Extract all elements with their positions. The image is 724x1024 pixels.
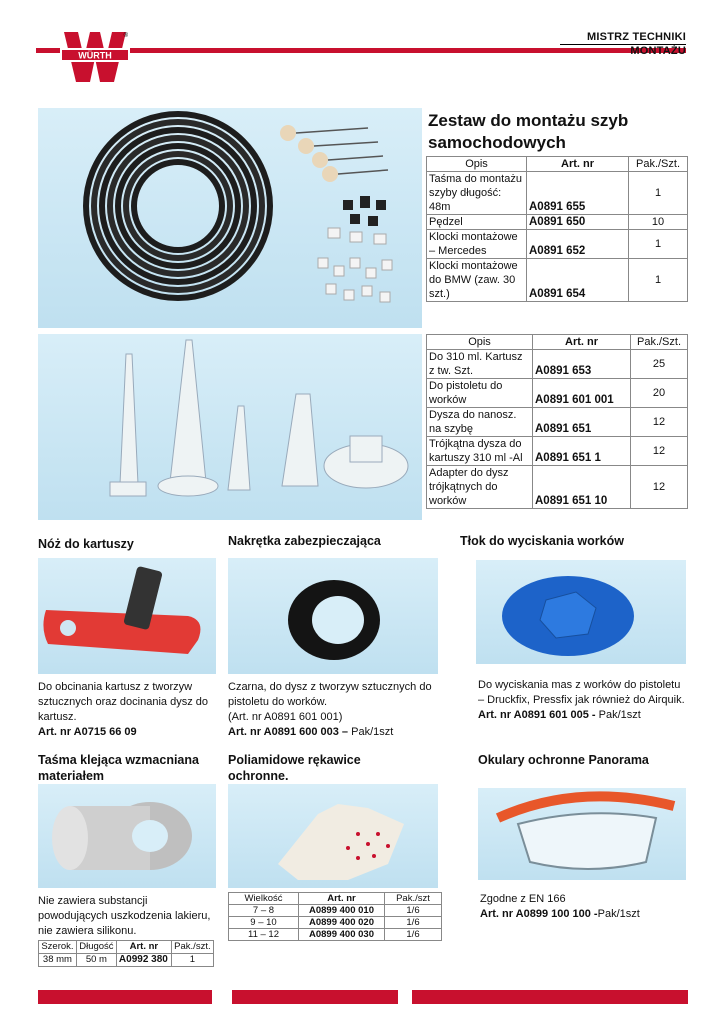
gloves-image [228,784,438,888]
nut-photo [228,558,438,674]
knife-photo [38,558,216,674]
nozzles-image [38,334,422,520]
piston-title: Tłok do wyciskania worków [460,534,624,548]
gloves-table: Wielkość Art. nr Pak./szt 7 – 8 A0899 400 010 1/6 9 – 10 A0899 400 020 1/6 11 – 12 A0899 400 030 1/6 [228,892,442,941]
table-row: Klocki montażowe – Mercedes A0891 652 1 [427,230,688,259]
tape-title: Taśma klejąca wzmacniana materiałem [38,753,199,783]
set-table: Opis Art. nr Pak./Szt. Taśma do montażu szyby długość: 48m A0891 655 1 Pędzel A0891 650 10 Klocki montażowe – Mercedes A0891 652 1 Klocki montażowe do BMW (zaw. 30 szt.) A0891 654 1 [426,156,688,302]
table-row: Trójkątna dysza do kartuszy 310 ml -Al A0891 651 1 12 [427,437,688,466]
goggles-art: Art. nr A0899 100 100 - [480,908,598,920]
svg-text:®: ® [123,33,128,39]
table-row: Do pistoletu do worków A0891 601 001 20 [427,379,688,408]
table-row: Pędzel A0891 650 10 [427,215,688,230]
tape-roll-image [38,784,216,888]
goggles-desc: Zgodne z EN 166 Art. nr A0899 100 100 -Pak/1szt [480,893,640,920]
knife-art: Art. nr A0715 66 09 [38,726,137,738]
table-row: 11 – 12 A0899 400 030 1/6 [229,929,442,941]
wurth-logo [60,28,130,86]
knife-image [38,558,216,674]
header-line1: MISTRZ TECHNIKI [587,31,686,43]
table-row: Do 310 ml. Kartusz z tw. Szt. A0891 653 25 [427,350,688,379]
logo-brand-text: WÜRTH [78,50,112,61]
piston-desc: Do wyciskania mas z worków do pistoletu – Druckfix, Pressfix jak również do Airquik. Art. nr A0891 601 005 - Pak/1szt [478,679,685,721]
table-row: Taśma do montażu szyby długość: 48m A0891 655 1 [427,172,688,215]
table-row: 7 – 8 A0899 400 010 1/6 [229,905,442,917]
gloves-title: Poliamidowe rękawice ochronne. [228,753,361,783]
nut-title: Nakrętka zabezpieczająca [228,534,381,548]
gloves-photo [228,784,438,888]
tape-desc: Nie zawiera substancji powodujących uszkodzenia lakieru, nie zawiera silikonu. [38,895,211,937]
nut-art: Art. nr A0891 600 003 – [228,726,349,738]
piston-art: Art. nr A0891 601 005 - [478,709,596,721]
set-photo [38,108,422,328]
footer-bar-right [412,990,688,1004]
goggles-title: Okulary ochronne Panorama [478,753,649,767]
tape-roll-image [38,108,422,328]
piston-image [476,560,686,664]
footer-bar-left [38,990,212,1004]
table-row: Klocki montażowe do BMW (zaw. 30 szt.) A0891 654 1 [427,259,688,302]
footer-bar-middle [232,990,398,1004]
tape-photo [38,784,216,888]
nozzles-table: Opis Art. nr Pak./Szt. Do 310 ml. Kartusz z tw. Szt. A0891 653 25 Do pistoletu do worków A0891 601 001 20 Dysza do nanosz. na szybę A0891 651 12 Trójkątna dysza do kartuszy 310 ml -Al A0891 651 1 12 Adapter do dysz trójkątnych do worków A0891 651 10 12 [426,334,688,509]
table-row: 38 mm 50 m A0992 380 1 [39,954,214,967]
table-row: Dysza do nanosz. na szybę A0891 651 12 [427,408,688,437]
tape-table: Szerok. Długość Art. nr Pak./szt. 38 mm 50 m A0992 380 1 [38,940,214,967]
nozzles-photo [38,334,422,520]
piston-photo [476,560,686,664]
knife-desc: Do obcinania kartusz z tworzyw sztucznych oraz docinania dysz do kartusz. Art. nr A0715 66 09 [38,681,208,738]
table-row: Adapter do dysz trójkątnych do worków A0891 651 10 12 [427,466,688,509]
nut-desc: Czarna, do dysz z tworzyw sztucznych do pistoletu do worków. (Art. nr A0891 601 001) Art. nr A0891 600 003 – Pak/1szt [228,681,432,738]
goggles-image [478,788,686,880]
header-rule [560,44,686,45]
table-row: 9 – 10 A0899 400 020 1/6 [229,917,442,929]
nut-image [228,558,438,674]
set-title: Zestaw do montażu szyb samochodowych [428,111,629,152]
header-line2: MONTAŻU [630,45,686,57]
knife-title: Nóż do kartuszy [38,537,134,551]
goggles-photo [478,788,686,880]
